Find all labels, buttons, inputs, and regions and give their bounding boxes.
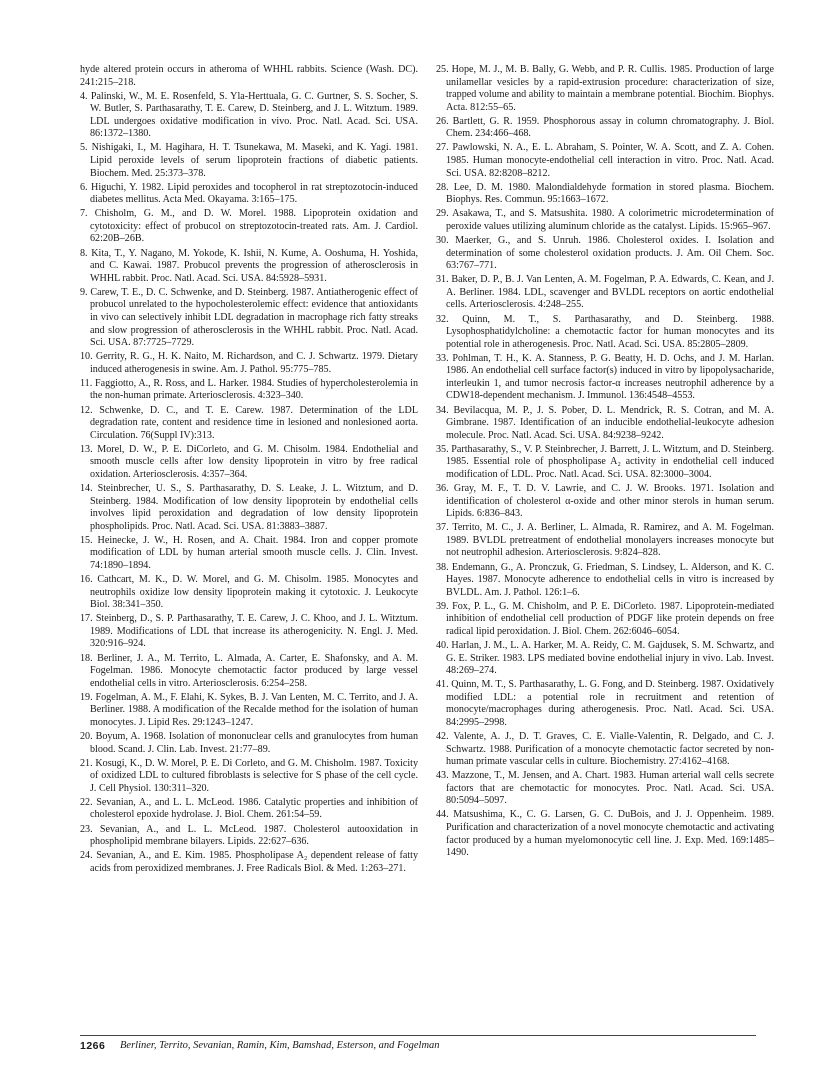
reference-text: Gerrity, R. G., H. K. Naito, M. Richardson, and C. J. Schwartz. 1979. Dietary induced atherogenesis in swine. Am. J. Pathol. 95:775–785. <box>90 351 418 375</box>
reference-entry <box>80 142 418 180</box>
reference-entry <box>436 483 774 521</box>
reference-entry <box>436 809 774 859</box>
reference-text: Sevanian, A., and E. Kim. 1985. Phospholipase A₂ dependent release of fatty acids from peroxidized membranes. J. Free Radicals Biol. & Med. 1:263–271. <box>90 850 418 874</box>
reference-number: 25. <box>436 64 449 75</box>
reference-entry <box>436 235 774 273</box>
reference-entry <box>80 64 418 89</box>
reference-text: Mazzone, T., M. Jensen, and A. Chart. 1983. Human arterial wall cells secrete factors that are chemotactic for monocytes. Proc. Natl. Acad. Sci. USA. 80:5094–5097. <box>446 770 774 807</box>
reference-number: 22. <box>80 796 93 808</box>
reference-text: Kita, T., Y. Nagano, M. Yokode, K. Ishii, N. Kume, A. Ooshuma, H. Yoshida, and C. Kawai. 1987. Probucol prevents the progression of atherosclerosis in WHHL rabbit. Proc. Natl. Acad. Sci. USA. 84:5928–5931. <box>90 247 418 284</box>
reference-text: Steinbrecher, U. S., S. Parthasarathy, D. S. Leake, J. L. Witztum, and D. Steinberg. 1984. Modification of low density lipoprotein by endothelial cells involves lipid peroxidation and degradation of low density lipoprotein phospholipids. Proc. Natl. Acad. Sci. USA. 81:3883–3887. <box>90 483 418 532</box>
reference-text: Matsushima, K., C. G. Larsen, G. C. DuBois, and J. J. Oppenheim. 1989. Purification and characterization of a novel monocyte chemotactic and activating factor produced by a human myelomonocytic cell line. J. Exp. Med. 169:1485–1490. <box>446 809 774 859</box>
reference-entry <box>80 692 418 730</box>
reference-entry <box>80 91 418 141</box>
reference-entry <box>80 287 418 350</box>
reference-number: 20. <box>80 730 93 742</box>
reference-number: 18. <box>80 652 93 664</box>
reference-number: 24. <box>80 850 93 862</box>
reference-text: Pawlowski, N. A., E. L. Abraham, S. Pointer, W. A. Scott, and Z. A. Cohen. 1985. Human monocyte-endothelial cell interaction in vitro. Proc. Natl. Acad. Sci. USA. 82:8208–8212. <box>446 142 774 179</box>
reference-text: Morel, D. W., P. E. DiCorleto, and G. M. Chisolm. 1984. Endothelial and smooth muscle cells after low density lipoprotein in vitro by free radical oxidation. Arteriosclerosis. 4:357–364. <box>90 443 418 480</box>
reference-entry <box>80 351 418 376</box>
reference-number: 30. <box>436 235 449 247</box>
reference-entry <box>436 640 774 678</box>
reference-text: Territo, M. C., J. A. Berliner, L. Almada, R. Ramirez, and A. M. Fogelman. 1989. BVLDL pretreatment of endothelial monolayers increases monocyte but not neutrophil adhesion. Arteriosclerosis. 9:824–828. <box>446 522 774 559</box>
reference-entry <box>80 405 418 443</box>
reference-number: 14. <box>80 483 93 495</box>
reference-text: Sevanian, A., and L. L. McLeod. 1987. Cholesterol autooxidation in phospholipid membrane bilayers. Lipids. 22:627–636. <box>90 823 418 848</box>
reference-number: 15. <box>80 534 93 546</box>
reference-entry <box>80 574 418 612</box>
reference-text: Fogelman, A. M., F. Elahi, K. Sykes, B. J. Van Lenten, M. C. Territo, and J. A. Berliner. 1988. A modification of the Recalde method for the isolation of human monocytes. J. Lipid Res. 29:1243–1247. <box>90 691 418 728</box>
reference-number: 28. <box>436 181 449 193</box>
reference-number: 26. <box>436 115 449 127</box>
reference-entry <box>436 444 774 482</box>
reference-text: Schwenke, D. C., and T. E. Carew. 1987. Determination of the LDL degradation rate, content and residence time in lesioned and nonlesioned aorta. Circulation. 76(Suppl IV):313. <box>90 404 418 441</box>
reference-number: 5. <box>80 142 88 154</box>
reference-number: 19. <box>80 691 93 703</box>
reference-entry <box>80 758 418 796</box>
reference-number: 23. <box>80 823 93 835</box>
reference-entry <box>436 770 774 808</box>
reference-text: Fox, P. L., G. M. Chisholm, and P. E. DiCorleto. 1987. Lipoprotein-mediated inhibition of endothelial cell production of PDGF like protein depends on free radical lipid peroxidation. J. Biol. Chem. 262:6046–6054. <box>446 600 774 637</box>
reference-entry <box>80 248 418 286</box>
reference-entry <box>80 378 418 403</box>
running-author-line: Berliner, Territo, Sevanian, Ramin, Kim, Bamshad, Esterson, and Fogelman <box>120 1040 440 1051</box>
reference-number: 13. <box>80 443 93 455</box>
reference-number: 21. <box>80 757 93 769</box>
reference-entry <box>436 208 774 233</box>
reference-entry <box>436 274 774 312</box>
reference-number: 31. <box>436 274 449 286</box>
reference-text: Sevanian, A., and L. L. McLeod. 1986. Catalytic properties and inhibition of cholesterol epoxide hydrolase. J. Biol. Chem. 261:54–59. <box>90 796 418 821</box>
reference-text: Palinski, W., M. E. Rosenfeld, S. Yla-Herttuala, G. C. Gurtner, S. S. Socher, S. W. Butler, S. Parthasarathy, T. E. Carew, D. Steinberg, and J. L. Witztum. 1989. LDL undergoes oxidative modification in vivo. Proc. Natl. Acad. Sci. USA. 86:1372–1380. <box>90 90 418 140</box>
reference-number: 44. <box>436 809 449 821</box>
reference-text: Nishigaki, I., M. Hagihara, H. T. Tsunekawa, M. Maseki, and K. Yagi. 1981. Lipid peroxide levels of serum lipoprotein fractions of diabetic patients. Biochem. Med. 25:373–378. <box>90 142 418 179</box>
reference-text: Kosugi, K., D. W. Morel, P. E. Di Corleto, and G. M. Chisholm. 1987. Toxicity of oxidized LDL to cultured fibroblasts is selective for S phase of the cell cycle. J. Cell Physiol. 130:311–320. <box>90 757 418 794</box>
reference-number: 33. <box>436 352 449 364</box>
reference-text: Heinecke, J. W., H. Rosen, and A. Chait. 1984. Iron and copper promote modification of LDL by human arterial smooth muscle cells. J. Clin. Invest. 74:1890–1894. <box>90 534 418 571</box>
reference-text: Pohlman, T. H., K. A. Stanness, P. G. Beatty, H. D. Ochs, and J. M. Harlan. 1986. An endothelial cell surface factor(s) induced in vitro by lipopolysacharide, interleukin 1, and tumor necrosis factor-α increases neutrophil adherence by a CDW18-dependent mechanism. J. Immunol. 136:4548–4553. <box>446 352 774 402</box>
reference-entry <box>436 142 774 180</box>
reference-text: Gray, M. F., T. D. V. Lawrie, and C. J. W. Brooks. 1971. Isolation and identification of cholesterol α-oxide and other minor sterols in human serum. Lipids. 6:836–843. <box>446 483 774 520</box>
reference-entry <box>80 731 418 756</box>
reference-number: 29. <box>436 208 449 220</box>
reference-entry <box>436 731 774 769</box>
reference-number: 36. <box>436 483 449 495</box>
reference-entry <box>80 483 418 533</box>
reference-entry <box>436 314 774 352</box>
reference-text: hyde altered protein occurs in atheroma of WHHL rabbits. Science (Wash. DC). 241:215–218. <box>80 64 418 88</box>
reference-number: 16. <box>80 574 93 586</box>
reference-text: Higuchi, Y. 1982. Lipid peroxides and tocopherol in rat streptozotocin-induced diabetes mellitus. Acta Med. Okayama. 3:165–175. <box>90 181 418 206</box>
reference-text: Berliner, J. A., M. Territo, L. Almada, A. Carter, E. Shafonsky, and A. M. Fogelman. 1986. Monocyte chemotactic factor produced by large vessel endothelial cells in vitro. Arteriosclerosis. 6:254–258. <box>90 652 418 689</box>
reference-text: Quinn, M. T., S. Parthasarathy, and D. Steinberg. 1988. Lysophosphatidylcholine: a chemotactic factor for human monocytes and its potential role in atherogenesis. Proc. Natl. Acad. Sci. USA. 85:2805–2809. <box>446 313 774 350</box>
reference-entry <box>436 353 774 403</box>
reference-entry <box>80 535 418 573</box>
reference-number: 6. <box>80 181 88 193</box>
reference-number: 12. <box>80 404 93 416</box>
page-number: 1266 <box>80 1040 106 1052</box>
reference-text: Parthasarathy, S., V. P. Steinbrecher, J. Barrett, J. L. Witztum, and D. Steinberg. 1985. Essential role of phospholipase A₂ activity in endothelial cell induced modification of LDL. Proc. Natl. Acad. Sci. USA. 82:3000–3004. <box>446 443 774 480</box>
reference-number: 10. <box>80 351 93 363</box>
reference-text: Valente, A. J., D. T. Graves, C. E. Vialle-Valentin, R. Delgado, and C. J. Schwartz. 1988. Purification of a monocyte chemotactic factor secreted by non-human primate vascular cells in culture. Biochemistry. 27:4162–4168. <box>446 730 774 768</box>
reference-text: Bartlett, G. R. 1959. Phosphorous assay in column chromatography. J. Biol. Chem. 234:466–468. <box>446 115 774 140</box>
reference-number: 40. <box>436 639 449 651</box>
reference-number: 37. <box>436 522 449 534</box>
reference-text: Harlan, J. M., L. A. Harker, M. A. Reidy, C. M. Gajdusek, S. M. Schwartz, and G. E. Striker. 1983. LPS mediated bovine endothelial injury in vivo. Lab. Invest. 48:269–274. <box>446 639 774 677</box>
reference-entry <box>80 444 418 482</box>
reference-number: 42. <box>436 730 449 742</box>
references-right-column <box>436 64 774 861</box>
reference-entry <box>436 64 774 114</box>
reference-text: Carew, T. E., D. C. Schwenke, and D. Steinberg. 1987. Antiatherogenic effect of probucol unrelated to the hypocholesterolemic effect: evidence that antioxidants in vivo can selectively inhibit LDL degradation in macrophage rich fatty streaks and slow progression of atherosclerosis in the WHHL rabbit. Proc. Natl. Acad. Sci. USA. 87:7725–7729. <box>90 286 418 349</box>
reference-text: Lee, D. M. 1980. Malondialdehyde formation in stored plasma. Biochem. Biophys. Res. Commun. 95:1663–1672. <box>446 181 775 206</box>
reference-text: Asakawa, T., and S. Matsushita. 1980. A colorimetric microdetermination of peroxide values utilizing aluminum chloride as the catalyst. Lipids. 15:965–967. <box>446 208 774 232</box>
reference-number: 27. <box>436 142 449 154</box>
reference-entry <box>80 208 418 246</box>
reference-number: 17. <box>80 613 93 625</box>
reference-entry <box>436 116 774 141</box>
reference-number: 41. <box>436 679 449 691</box>
reference-number: 43. <box>436 770 449 782</box>
reference-entry <box>436 182 774 207</box>
reference-number: 38. <box>436 561 449 573</box>
reference-entry <box>80 653 418 691</box>
reference-entry <box>436 405 774 443</box>
reference-entry <box>436 522 774 560</box>
footer-rule <box>80 1035 756 1036</box>
reference-number: 8. <box>80 247 88 259</box>
reference-text: Cathcart, M. K., D. W. Morel, and G. M. Chisolm. 1985. Monocytes and neutrophils oxidize low density lipoprotein making it cytotoxic. J. Leukocyte Biol. 38:341–350. <box>90 574 418 611</box>
reference-number: 7. <box>80 208 88 220</box>
reference-entry <box>80 797 418 822</box>
reference-entry <box>436 601 774 639</box>
reference-text: Quinn, M. T., S. Parthasarathy, L. G. Fong, and D. Steinberg. 1987. Oxidatively modified LDL: a potential role in recruitment and retention of monocyte/macrophages during atherogenesis. Proc. Natl. Acad. Sci. USA. 84:2995–2998. <box>446 679 774 728</box>
reference-entry <box>436 679 774 729</box>
reference-number: 11. <box>80 377 93 389</box>
references-left-column <box>80 64 418 877</box>
reference-text: Baker, D. P., B. J. Van Lenten, A. M. Fogelman, P. A. Edwards, C. Kean, and J. A. Berliner. 1984. LDL, scavenger and BVLDL receptors on aortic endothelial cells. Arteriosclerosis. 4:248–255. <box>446 274 774 311</box>
reference-text: Boyum, A. 1968. Isolation of mononuclear cells and granulocytes from human blood. Scand. J. Clin. Lab. Invest. 21:77–89. <box>90 730 418 755</box>
page-footer <box>80 1035 756 1051</box>
reference-text: Steinberg, D., S. P. Parthasarathy, T. E. Carew, J. C. Khoo, and J. L. Witztum. 1989. Modifications of LDL that increase its atherogenicity. N. Engl. J. Med. 320:916–924. <box>90 613 418 650</box>
reference-number: 35. <box>436 443 449 455</box>
reference-text: Chisholm, G. M., and D. W. Morel. 1988. Lipoprotein oxidation and cytotoxicity: effect of probucol on streptozotocin-treated rats. Am. J. Cardiol. 62:20B–26B. <box>90 208 418 245</box>
reference-text: Bevilacqua, M. P., J. S. Pober, D. L. Mendrick, R. S. Cotran, and M. A. Gimbrane. 1987. Identification of an inducible endothelial-leukocyte adhesion molecule. Proc. Natl. Acad. Sci. USA. 84:9238–9242. <box>446 404 774 441</box>
reference-number: 39. <box>436 600 449 612</box>
reference-text: Endemann, G., A. Pronczuk, G. Friedman, S. Lindsey, L. Alderson, and K. C. Hayes. 1987. Monocyte adherence to endothelial cells in vitro is increased by BVLDL. Am. J. Pathol. 126:1–6. <box>446 561 774 598</box>
reference-text: Maerker, G., and S. Unruh. 1986. Cholesterol oxides. I. Isolation and determination of some cholesterol oxidation products. J. Am. Oil Chem. Soc. 63:767–771. <box>446 235 774 272</box>
reference-text: Hope, M. J., M. B. Bally, G. Webb, and P. R. Cullis. 1985. Production of large unilamellar vesicles by a rapid-extrusion procedure: characterization of size, trapped volume and ability to maintain a membrane potential. Biochim. Biophys. Acta. 812:55–65. <box>446 64 774 113</box>
reference-entry <box>80 824 418 849</box>
reference-entry <box>80 850 418 875</box>
reference-number: 9. <box>80 286 88 298</box>
reference-number: 34. <box>436 404 449 416</box>
reference-entry <box>80 182 418 207</box>
reference-entry <box>436 562 774 600</box>
reference-number: 32. <box>436 313 449 325</box>
reference-text: Faggiotto, A., R. Ross, and L. Harker. 1984. Studies of hypercholesterolemia in the non-human primate. Arteriosclerosis. 4:323–340. <box>90 377 418 402</box>
reference-number: 4. <box>80 90 88 102</box>
reference-entry <box>80 613 418 651</box>
